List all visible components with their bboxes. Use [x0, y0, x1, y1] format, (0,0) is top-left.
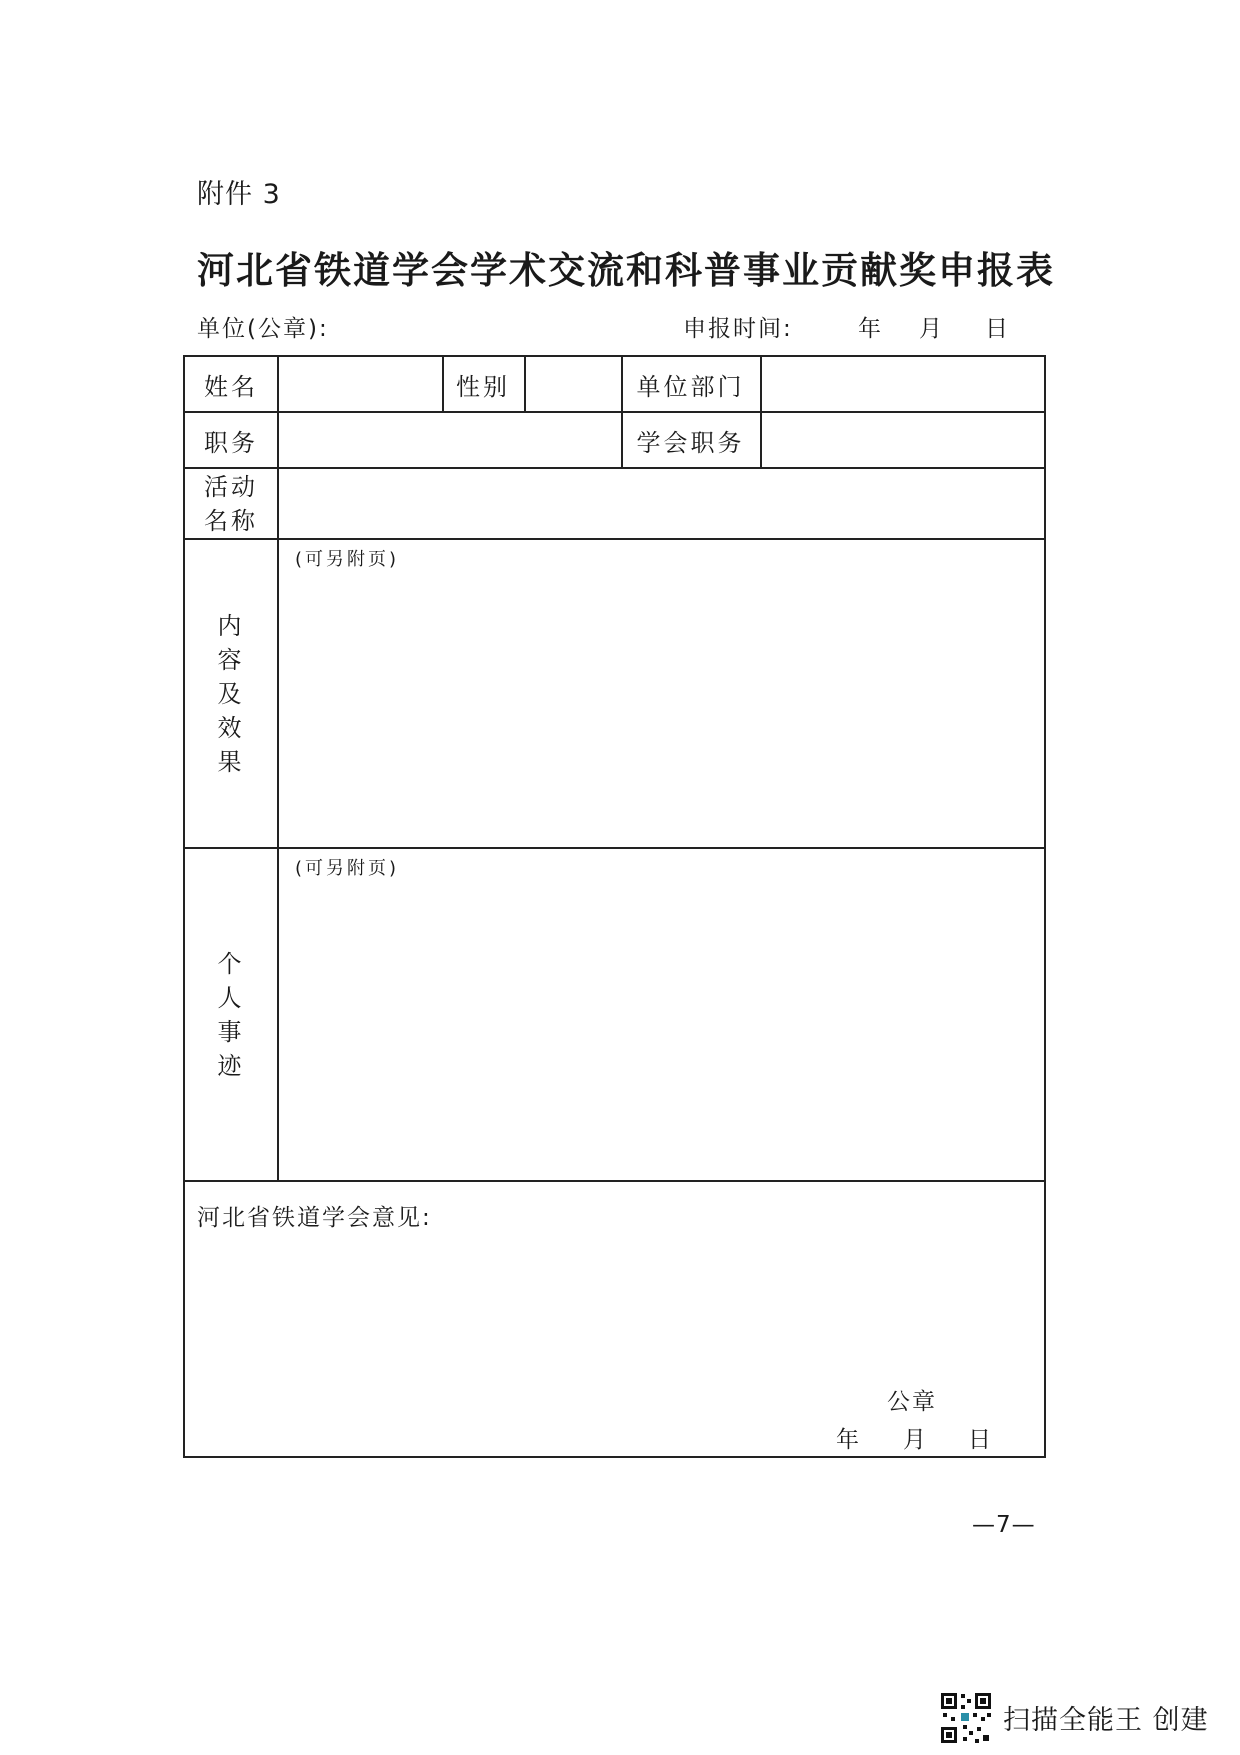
row-divider — [185, 538, 1044, 540]
deeds-label-char: 个 — [217, 949, 245, 978]
position-label: 职务 — [204, 428, 258, 457]
activity-name-label — [185, 469, 277, 538]
activity-label-line: 活动 — [204, 472, 258, 501]
scanner-watermark: 扫描全能王 创建 — [1003, 1705, 1209, 1736]
content-effect-label — [185, 540, 277, 847]
personal-deeds-label — [185, 849, 277, 1180]
qr-code-icon — [939, 1691, 993, 1745]
content-label-char: 容 — [217, 645, 245, 674]
name-label: 姓名 — [204, 372, 258, 401]
gender-field[interactable] — [526, 357, 621, 411]
content-label-char: 果 — [217, 747, 245, 776]
date-year: 年 — [858, 316, 883, 342]
content-attach-note: (可另附页) — [295, 549, 400, 570]
deeds-label-char: 人 — [217, 983, 245, 1012]
attachment-label: 附件 3 — [197, 179, 281, 210]
content-label-char: 内 — [217, 611, 245, 640]
content-effect-field[interactable] — [279, 572, 1044, 847]
page-number: —7— — [972, 1512, 1036, 1538]
opinion-date-year: 年 — [836, 1427, 861, 1453]
content-label-char: 效 — [217, 713, 245, 742]
content-label-char: 及 — [217, 679, 245, 708]
position-field[interactable] — [279, 413, 621, 467]
deeds-attach-note: (可另附页) — [295, 858, 400, 879]
row-divider — [185, 847, 1044, 849]
society-position-label: 学会职务 — [636, 428, 745, 457]
gender-label: 性别 — [456, 372, 510, 401]
society-opinion-field[interactable] — [185, 1237, 1044, 1407]
department-label: 单位部门 — [636, 372, 745, 401]
activity-name-field[interactable] — [279, 469, 1044, 538]
department-field[interactable] — [762, 357, 1044, 411]
application-form-table — [183, 355, 1046, 1458]
row-divider — [185, 1180, 1044, 1182]
form-title: 河北省铁道学会学术交流和科普事业贡献奖申报表 — [197, 249, 1055, 292]
application-date-label: 申报时间: — [683, 316, 793, 342]
activity-label-line: 名称 — [204, 506, 258, 535]
opinion-seal-label: 公章 — [887, 1389, 937, 1415]
date-day: 日 — [985, 316, 1010, 342]
personal-deeds-field[interactable] — [279, 882, 1044, 1180]
society-position-field[interactable] — [762, 413, 1044, 467]
opinion-date-day: 日 — [968, 1427, 993, 1453]
opinion-date-month: 月 — [903, 1427, 928, 1453]
society-opinion-label: 河北省铁道学会意见: — [197, 1205, 432, 1231]
deeds-label-char: 事 — [217, 1017, 245, 1046]
unit-seal-label: 单位(公章): — [197, 316, 329, 342]
name-field[interactable] — [279, 357, 442, 411]
deeds-label-char: 迹 — [217, 1051, 245, 1080]
date-month: 月 — [919, 316, 944, 342]
